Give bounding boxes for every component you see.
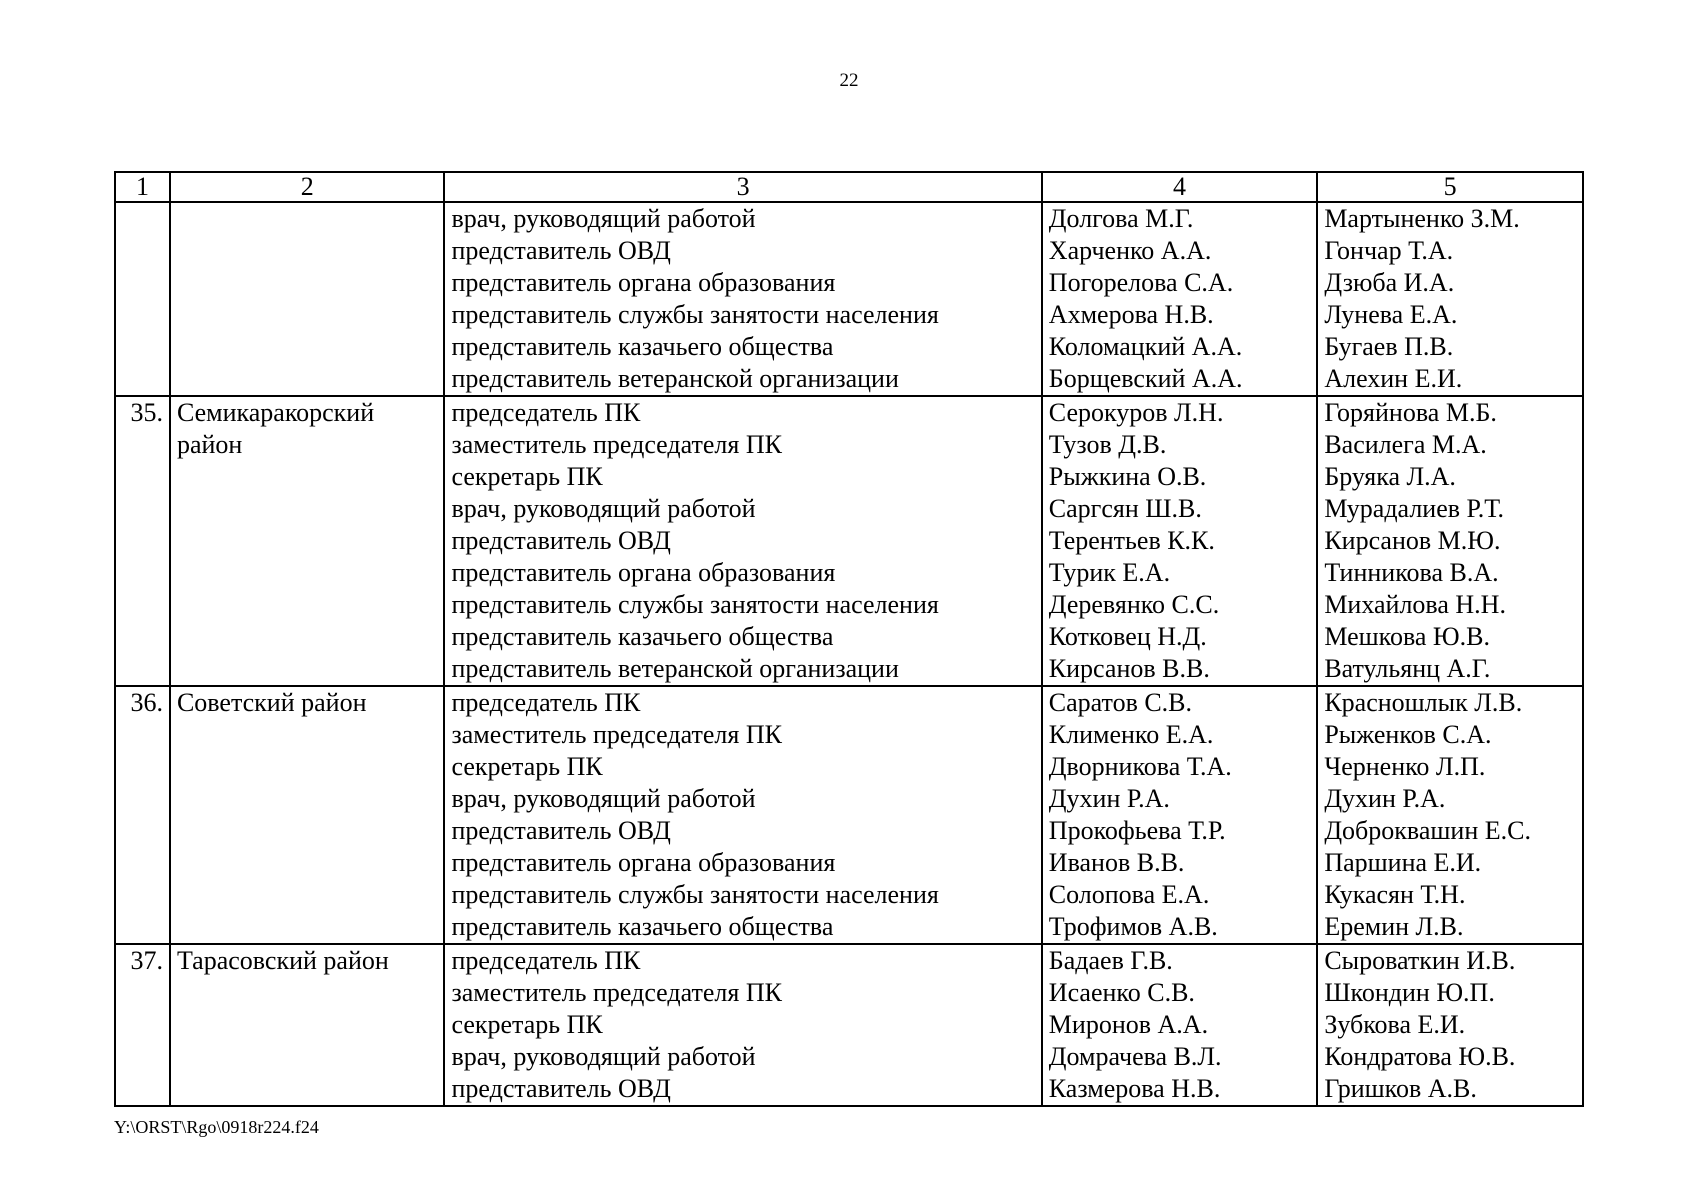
reserve-name: Шкондин Ю.П. — [1324, 978, 1495, 1007]
member-name: Долгова М.Г. — [1048, 204, 1194, 233]
table-row — [115, 396, 1583, 686]
member-name: Борщевский А.А. — [1048, 364, 1243, 393]
role: врач, руководящий работой — [451, 494, 756, 523]
role: секретарь ПК — [451, 462, 603, 491]
role: заместитель председателя ПК — [451, 720, 782, 749]
member-name-cell — [1042, 202, 1318, 396]
reserve-name-cell — [1317, 944, 1583, 1106]
table-row — [115, 944, 1583, 1106]
reserve-name: Ватульянц А.Г. — [1324, 654, 1491, 683]
row-number: 37. — [115, 944, 170, 1106]
member-name: Иванов В.В. — [1048, 848, 1185, 877]
reserve-name: Мартыненко З.М. — [1324, 204, 1520, 233]
reserve-name: Кирсанов М.Ю. — [1324, 526, 1501, 555]
reserve-name: Тинникова В.А. — [1324, 558, 1499, 587]
role-cell — [444, 944, 1041, 1106]
role: секретарь ПК — [451, 752, 603, 781]
member-name: Саратов С.В. — [1048, 688, 1193, 717]
reserve-name: Паршина Е.И. — [1324, 848, 1482, 877]
role: представитель службы занятости населения — [451, 880, 939, 909]
reserve-name: Бугаев П.В. — [1324, 332, 1454, 361]
member-name: Духин Р.А. — [1048, 784, 1170, 813]
district-name: Советский район — [170, 686, 445, 944]
member-name-cell — [1042, 944, 1318, 1106]
reserve-name: Кукасян Т.Н. — [1324, 880, 1466, 909]
member-name-cell — [1042, 396, 1318, 686]
member-name: Харченко А.А. — [1048, 236, 1212, 265]
row-number — [115, 202, 170, 396]
role: врач, руководящий работой — [451, 784, 756, 813]
reserve-name: Рыженков С.А. — [1324, 720, 1492, 749]
member-name: Погорелова С.А. — [1048, 268, 1234, 297]
header-row — [115, 172, 1583, 202]
reserve-name: Мурадалиев Р.Т. — [1324, 494, 1505, 523]
member-name: Саргсян Ш.В. — [1048, 494, 1202, 523]
table-body — [115, 202, 1583, 1106]
member-name: Прокофьева Т.Р. — [1048, 816, 1226, 845]
role: заместитель председателя ПК — [451, 978, 782, 1007]
role: председатель ПК — [451, 688, 641, 717]
commission-table — [114, 171, 1584, 1107]
role: представитель органа образования — [451, 558, 836, 587]
role: председатель ПК — [451, 946, 641, 975]
member-name: Солопова Е.А. — [1048, 880, 1210, 909]
district-name: Тарасовский район — [170, 944, 445, 1106]
reserve-name: Василега М.А. — [1324, 430, 1487, 459]
member-name: Миронов А.А. — [1048, 1010, 1209, 1039]
role: врач, руководящий работой — [451, 204, 756, 233]
reserve-name: Сыроваткин И.В. — [1324, 946, 1516, 975]
role-cell — [444, 686, 1041, 944]
row-number: 35. — [115, 396, 170, 686]
role-cell — [444, 396, 1041, 686]
header-col-3: 3 — [444, 172, 1041, 202]
reserve-name: Гришков А.В. — [1324, 1074, 1477, 1103]
member-name: Деревянко С.С. — [1048, 590, 1220, 619]
role: представитель органа образования — [451, 848, 836, 877]
reserve-name: Зубкова Е.И. — [1324, 1010, 1466, 1039]
role: представитель казачьего общества — [451, 912, 834, 941]
member-name: Тузов Д.В. — [1048, 430, 1167, 459]
member-name: Исаенко С.В. — [1048, 978, 1195, 1007]
member-name-cell — [1042, 686, 1318, 944]
row-number: 36. — [115, 686, 170, 944]
reserve-name: Духин Р.А. — [1324, 784, 1446, 813]
role: председатель ПК — [451, 398, 641, 427]
header-col-2: 2 — [170, 172, 445, 202]
role: заместитель председателя ПК — [451, 430, 782, 459]
role: представитель органа образования — [451, 268, 836, 297]
member-name: Клименко Е.А. — [1048, 720, 1214, 749]
role: представитель ОВД — [451, 1074, 671, 1103]
reserve-name: Бруяка Л.А. — [1324, 462, 1456, 491]
role: врач, руководящий работой — [451, 1042, 756, 1071]
table-row — [115, 686, 1583, 944]
member-name: Дворникова Т.А. — [1048, 752, 1232, 781]
table-row — [115, 202, 1583, 396]
member-name: Турик Е.А. — [1048, 558, 1171, 587]
member-name: Серокуров Л.Н. — [1048, 398, 1224, 427]
page-number: 22 — [839, 70, 859, 91]
reserve-name: Гончар Т.А. — [1324, 236, 1454, 265]
role: представитель ОВД — [451, 236, 671, 265]
member-name: Кирсанов В.В. — [1048, 654, 1210, 683]
role: представитель службы занятости населения — [451, 590, 939, 619]
member-name: Трофимов А.В. — [1048, 912, 1218, 941]
reserve-name-cell — [1317, 202, 1583, 396]
role: представитель ОВД — [451, 816, 671, 845]
reserve-name: Михайлова Н.Н. — [1324, 590, 1506, 619]
role-cell — [444, 202, 1041, 396]
district-name: Семикаракорский район — [170, 396, 445, 686]
member-name: Казмерова Н.В. — [1048, 1074, 1221, 1103]
header-col-4: 4 — [1042, 172, 1318, 202]
role: представитель ОВД — [451, 526, 671, 555]
role: представитель службы занятости населения — [451, 300, 939, 329]
reserve-name: Дзюба И.А. — [1324, 268, 1455, 297]
header-col-1: 1 — [115, 172, 170, 202]
role: представитель ветеранской организации — [451, 364, 899, 393]
member-name: Бадаев Г.В. — [1048, 946, 1173, 975]
header-col-5: 5 — [1317, 172, 1583, 202]
member-name: Домрачева В.Л. — [1048, 1042, 1222, 1071]
reserve-name: Красношлык Л.В. — [1324, 688, 1523, 717]
district-name — [170, 202, 445, 396]
member-name: Терентьев К.К. — [1048, 526, 1215, 555]
reserve-name-cell — [1317, 686, 1583, 944]
member-name: Коломацкий А.А. — [1048, 332, 1243, 361]
role: представитель ветеранской организации — [451, 654, 899, 683]
reserve-name-cell — [1317, 396, 1583, 686]
reserve-name: Черненко Л.П. — [1324, 752, 1486, 781]
role: представитель казачьего общества — [451, 622, 834, 651]
reserve-name: Еремин Л.В. — [1324, 912, 1464, 941]
reserve-name: Мешкова Ю.В. — [1324, 622, 1490, 651]
file-path-footer: Y:\ORST\Rgo\0918r224.f24 — [114, 1117, 319, 1137]
member-name: Рыжкина О.В. — [1048, 462, 1207, 491]
reserve-name: Горяйнова М.Б. — [1324, 398, 1497, 427]
reserve-name: Кондратова Ю.В. — [1324, 1042, 1516, 1071]
role: представитель казачьего общества — [451, 332, 834, 361]
member-name: Котковец Н.Д. — [1048, 622, 1207, 651]
reserve-name: Лунева Е.А. — [1324, 300, 1458, 329]
member-name: Ахмерова Н.В. — [1048, 300, 1214, 329]
role: секретарь ПК — [451, 1010, 603, 1039]
reserve-name: Алехин Е.И. — [1324, 364, 1463, 393]
reserve-name: Доброквашин Е.С. — [1324, 816, 1531, 845]
